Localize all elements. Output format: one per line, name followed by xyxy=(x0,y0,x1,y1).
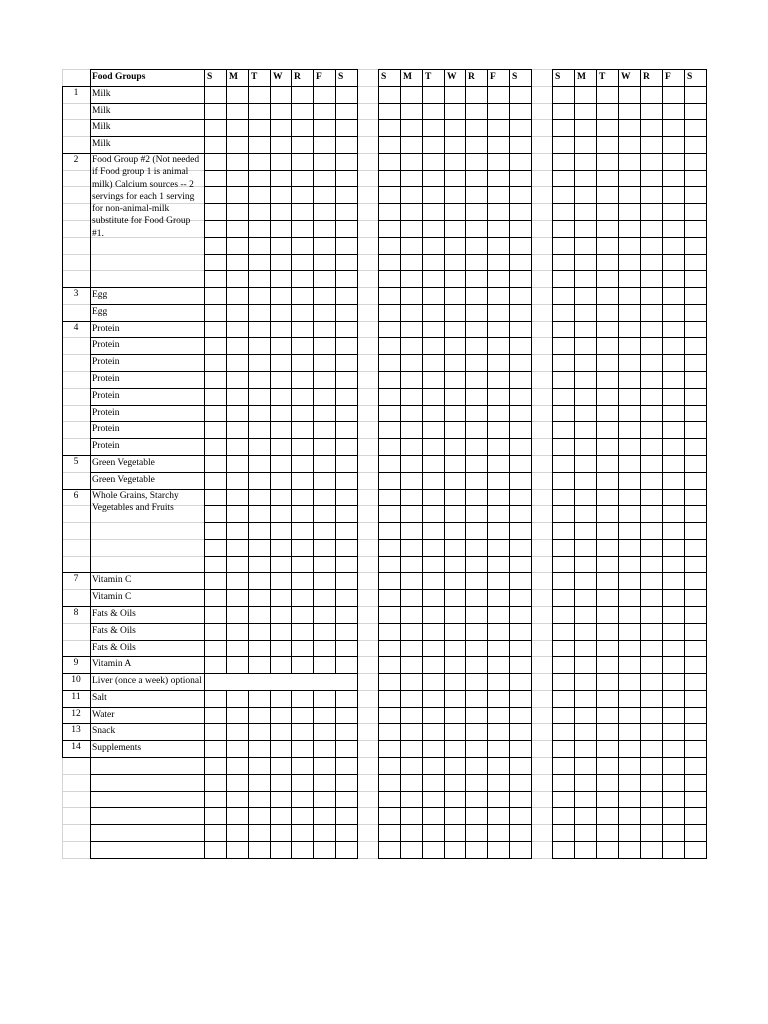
day-header-m: M xyxy=(229,72,238,82)
label-row-line xyxy=(90,623,205,624)
label-row-line xyxy=(90,858,205,859)
food-row-label: Supplements xyxy=(92,743,142,753)
food-row-label: Fats & Oils xyxy=(92,626,136,636)
week2-col-line xyxy=(509,69,510,859)
week2-col-line xyxy=(465,69,466,859)
day-header-m: M xyxy=(577,72,586,82)
week1-col-line xyxy=(335,69,336,859)
day-header-f: F xyxy=(316,72,322,82)
week2-col-line xyxy=(444,69,445,859)
day-header-w: W xyxy=(621,72,631,82)
food-row-label: Protein xyxy=(92,357,120,367)
label-row-line xyxy=(90,321,205,322)
food-row-label: Protein xyxy=(92,441,120,451)
week3-col-line xyxy=(706,69,707,859)
week3-col-line xyxy=(640,69,641,859)
food-row-label: Vitamin C xyxy=(92,575,132,585)
food-row-label: Egg xyxy=(92,290,108,300)
label-row-line xyxy=(90,472,205,473)
day-header-r: R xyxy=(643,72,650,82)
day-header-f: F xyxy=(665,72,671,82)
label-row-line xyxy=(90,640,205,641)
week2-col-line xyxy=(487,69,488,859)
group-number-left-line xyxy=(62,321,63,456)
group-number-bottom-line xyxy=(62,757,91,758)
week3-col-line xyxy=(574,69,575,859)
group-description: Whole Grains, Starchy Vegetables and Fruits xyxy=(92,491,179,514)
label-row-line xyxy=(90,757,205,758)
week3-col-line xyxy=(662,69,663,859)
food-row-label: Protein xyxy=(92,424,120,434)
food-row-label: Salt xyxy=(92,693,107,703)
label-row-line xyxy=(90,405,205,406)
week3-col-line xyxy=(684,69,685,859)
label-row-line xyxy=(90,287,205,288)
day-header-t: T xyxy=(599,72,606,82)
label-row-line xyxy=(90,388,205,389)
label-row-line xyxy=(90,421,205,422)
week2-col-line xyxy=(400,69,401,859)
food-row-label: Milk xyxy=(92,122,111,132)
week1-col-line xyxy=(226,69,227,859)
week3-col-line xyxy=(618,69,619,859)
label-row-line xyxy=(90,589,205,590)
day-header-r: R xyxy=(468,72,475,82)
group-description: Food Group #2 (Not needed if Food group 1 is animal milk) Calcium sources -- 2 servings for each 1 serving for non-animal-milk substitute for Food Group #1. xyxy=(92,155,200,239)
day-header-s: S xyxy=(687,72,693,82)
week1-col-line xyxy=(270,69,271,859)
group-number: 6 xyxy=(73,491,79,501)
group-number: 2 xyxy=(73,155,79,165)
liver-row-label-overflow xyxy=(205,674,357,690)
group-number: 3 xyxy=(73,289,79,299)
day-header-f: F xyxy=(490,72,496,82)
food-row-label: Protein xyxy=(92,374,120,384)
day-header-t: T xyxy=(425,72,432,82)
food-row-label: Protein xyxy=(92,324,120,334)
food-row-label: Green Vegetable xyxy=(92,458,155,468)
label-row-line xyxy=(90,824,205,825)
day-header-r: R xyxy=(294,72,301,82)
label-row-line xyxy=(90,572,205,573)
label-row-line xyxy=(90,841,205,842)
label-row-line xyxy=(90,119,205,120)
food-row-label: Snack xyxy=(92,726,116,736)
week1-col-line xyxy=(291,69,292,859)
food-row-label: Water xyxy=(92,710,115,720)
day-header-m: M xyxy=(403,72,412,82)
group-number: 4 xyxy=(73,323,79,333)
group-number: 9 xyxy=(73,658,79,668)
day-header-s: S xyxy=(338,72,344,82)
food-row-label: Fats & Oils xyxy=(92,609,136,619)
day-header-t: T xyxy=(251,72,258,82)
food-row-label: Milk xyxy=(92,106,111,116)
label-row-line xyxy=(90,807,205,808)
food-row-label: Egg xyxy=(92,307,108,317)
food-row-label: Milk xyxy=(92,89,111,99)
day-header-s: S xyxy=(381,72,387,82)
food-row-label: Green Vegetable xyxy=(92,475,155,485)
label-row-line xyxy=(90,723,205,724)
day-header-s: S xyxy=(512,72,518,82)
week1-col-line xyxy=(357,673,358,691)
label-row-line xyxy=(90,86,205,87)
label-col-top-line xyxy=(90,69,205,70)
food-row-label: Protein xyxy=(92,340,120,350)
group-number: 12 xyxy=(71,709,81,719)
label-row-line xyxy=(90,707,205,708)
food-groups-header: Food Groups xyxy=(92,72,146,82)
group-number: 7 xyxy=(73,574,79,584)
group-number: 5 xyxy=(73,457,79,467)
food-row-label: Protein xyxy=(92,408,120,418)
label-row-line xyxy=(90,438,205,439)
week1-col-line xyxy=(248,69,249,859)
week3-col-line xyxy=(596,69,597,859)
food-row-label: Protein xyxy=(92,391,120,401)
label-row-line xyxy=(90,606,205,607)
week2-col-line xyxy=(422,69,423,859)
label-row-line xyxy=(90,656,205,657)
day-header-s: S xyxy=(207,72,213,82)
food-row-label: Liver (once a week) optional xyxy=(92,676,202,686)
group-number: 8 xyxy=(73,608,79,618)
group-number: 13 xyxy=(71,725,81,735)
day-header-w: W xyxy=(273,72,283,82)
group-number: 11 xyxy=(71,692,81,702)
label-row-line xyxy=(90,791,205,792)
label-row-line xyxy=(90,690,205,691)
label-row-line xyxy=(90,673,205,674)
label-row-line xyxy=(90,371,205,372)
week2-col-line xyxy=(531,69,532,859)
food-row-label: Vitamin C xyxy=(92,592,132,602)
group-number: 14 xyxy=(71,742,81,752)
day-header-w: W xyxy=(447,72,457,82)
label-row-line xyxy=(90,304,205,305)
week1-col-line xyxy=(357,69,358,859)
group-number: 10 xyxy=(71,675,81,685)
label-row-line xyxy=(90,354,205,355)
week1-col-line xyxy=(313,69,314,859)
label-row-line xyxy=(90,103,205,104)
label-row-line xyxy=(90,774,205,775)
week2-col-line xyxy=(378,69,379,859)
label-row-line xyxy=(90,136,205,137)
food-row-label: Vitamin A xyxy=(92,659,132,669)
week3-col-line xyxy=(552,69,553,859)
group-number-left-line xyxy=(62,153,63,288)
day-header-s: S xyxy=(555,72,561,82)
label-row-line xyxy=(90,455,205,456)
label-row-line xyxy=(90,740,205,741)
food-row-label: Milk xyxy=(92,139,111,149)
food-row-label: Fats & Oils xyxy=(92,643,136,653)
label-row-line xyxy=(90,337,205,338)
group-number: 1 xyxy=(73,88,79,98)
